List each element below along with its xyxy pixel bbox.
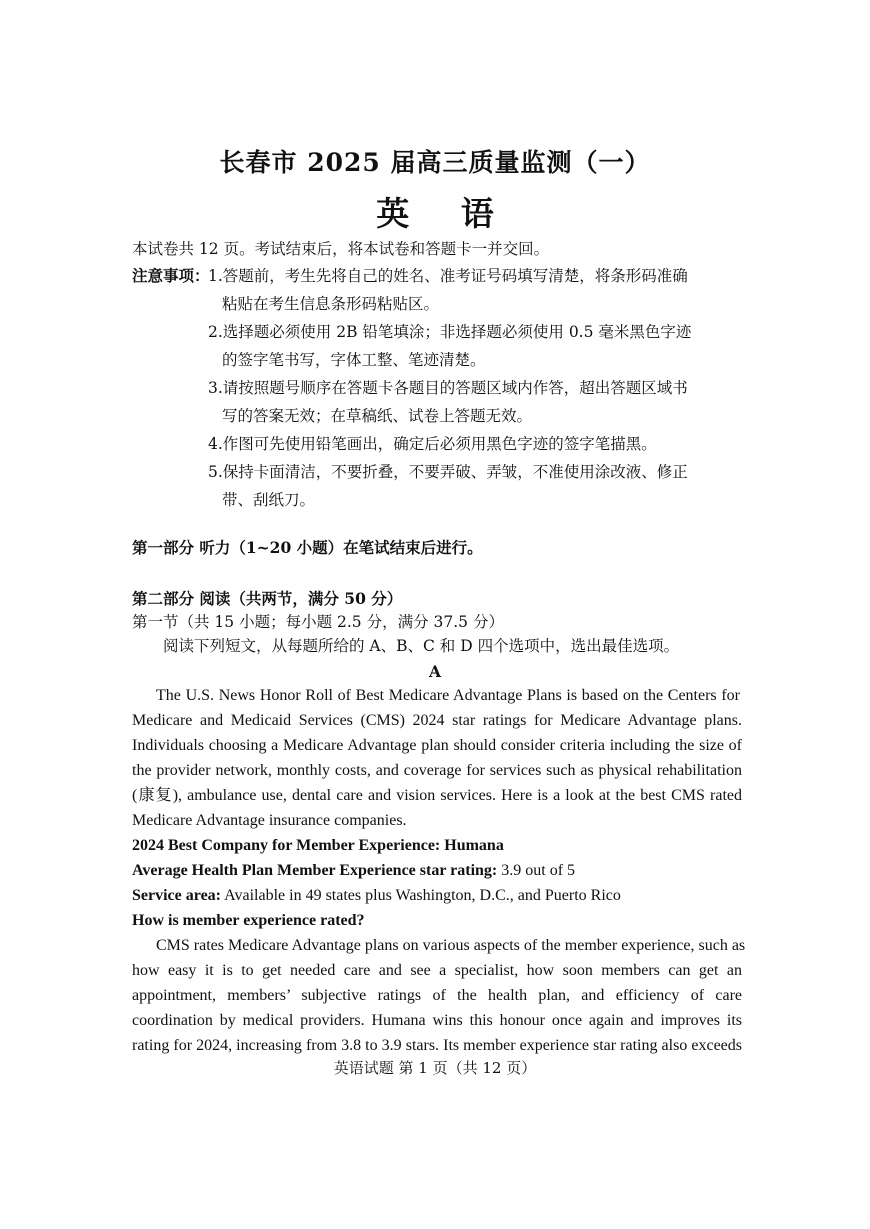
best-company-heading: 2024 Best Company for Member Experience: Humana xyxy=(132,837,504,854)
passage-line: The U.S. News Honor Roll of Best Medicare Advantage Plans is based on the Centers for xyxy=(156,687,740,704)
notes-label: 注意事项： xyxy=(132,266,210,285)
intro-text: 本试卷共 12 页。考试结束后，将本试卷和答题卡一并交回。 xyxy=(132,240,550,258)
rating-line xyxy=(132,861,575,881)
passage-line: Medicare and Medicaid Services (CMS) 2024 star ratings for Medicare Advantage plans. xyxy=(132,712,742,729)
passage-line: CMS rates Medicare Advantage plans on various aspects of the member experience, such as xyxy=(156,937,746,954)
part1-heading: 第一部分 听力（1~20 小题）在笔试结束后进行。 xyxy=(132,538,483,557)
passage-line: the provider network, monthly costs, and coverage for services such as physical rehabilitation xyxy=(132,762,742,779)
passage-label: A xyxy=(428,662,442,681)
section1-heading: 第一节（共 15 小题；每小题 2.5 分，满分 37.5 分） xyxy=(132,613,504,631)
passage-line: rating for 2024, increasing from 3.8 to 3.9 stars. Its member experience star rating also exceeds xyxy=(132,1037,742,1054)
passage-line: coordination by medical providers. Humana wins this honour once again and improves its xyxy=(132,1012,742,1029)
note-item-1b: 粘贴在考生信息条形码粘贴区。 xyxy=(222,295,440,313)
service-area-value: Available in 49 states plus Washington, D.C., and Puerto Rico xyxy=(221,887,621,904)
note-item-1a: 1.答题前，考生先将自己的姓名、准考证号码填写清楚，将条形码准确 xyxy=(208,267,688,285)
section1-instruction: 阅读下列短文，从每题所给的 A、B、C 和 D 四个选项中，选出最佳选项。 xyxy=(163,637,680,655)
question-heading: How is member experience rated? xyxy=(132,912,365,929)
note-item-5b: 带、刮纸刀。 xyxy=(222,491,316,509)
exam-title: 长春市 2025 届高三质量监测（一） xyxy=(219,148,651,177)
service-area-label: Service area: xyxy=(132,887,221,904)
rating-value: 3.9 out of 5 xyxy=(497,862,576,879)
note-item-5a: 5.保持卡面清洁，不要折叠，不要弄破、弄皱，不准使用涂改液、修正 xyxy=(208,463,688,481)
rating-label: Average Health Plan Member Experience star rating: xyxy=(132,862,498,879)
note-item-3a: 3.请按照题号顺序在答题卡各题目的答题区域内作答，超出答题区域书 xyxy=(208,379,688,397)
passage-line: Individuals choosing a Medicare Advantage plan should consider criteria including the size of xyxy=(132,737,742,754)
subject-title: 英 语 xyxy=(376,194,494,233)
note-item-4: 4.作图可先使用铅笔画出，确定后必须用黑色字迹的签字笔描黑。 xyxy=(208,435,657,453)
passage-line: how easy it is to get needed care and see a specialist, how soon members can get an xyxy=(132,962,742,979)
part2-heading: 第二部分 阅读（共两节，满分 50 分） xyxy=(132,589,403,608)
note-item-2b: 的签字笔书写，字体工整、笔迹清楚。 xyxy=(222,351,486,369)
passage-line: Medicare Advantage insurance companies. xyxy=(132,812,407,829)
passage-line: appointment, members’ subjective ratings of the health plan, and efficiency of care xyxy=(132,987,742,1004)
service-area-line xyxy=(132,886,621,906)
note-item-3b: 写的答案无效；在草稿纸、试卷上答题无效。 xyxy=(222,407,533,425)
passage-line: (康复), ambulance use, dental care and vision services. Here is a look at the best CMS rated xyxy=(132,787,742,804)
note-item-2a: 2.选择题必须使用 2B 铅笔填涂；非选择题必须使用 0.5 毫米黑色字迹 xyxy=(208,323,692,341)
page-footer: 英语试题 第 1 页（共 12 页） xyxy=(333,1059,537,1077)
